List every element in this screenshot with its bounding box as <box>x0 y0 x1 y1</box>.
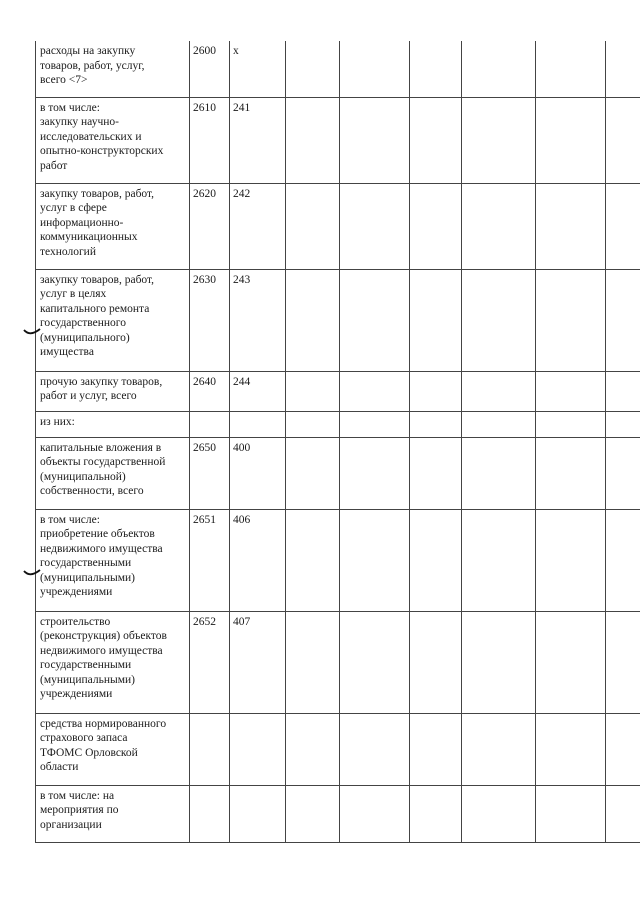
row-code: 2651 <box>190 509 230 611</box>
row-kbk <box>230 411 286 437</box>
value-cell <box>606 269 640 371</box>
value-cell <box>340 411 410 437</box>
value-cell <box>410 183 462 269</box>
table-row <box>36 411 640 437</box>
value-cell <box>462 41 536 97</box>
value-cell <box>410 611 462 713</box>
row-description: из них: <box>36 411 190 437</box>
table-row <box>36 269 640 371</box>
row-code: 2640 <box>190 371 230 411</box>
row-kbk <box>230 785 286 842</box>
row-kbk <box>230 713 286 785</box>
value-cell <box>410 509 462 611</box>
value-cell <box>410 785 462 842</box>
row-code: 2650 <box>190 437 230 509</box>
value-cell <box>536 411 606 437</box>
row-code <box>190 713 230 785</box>
value-cell <box>410 371 462 411</box>
value-cell <box>340 509 410 611</box>
row-description: в том числе: закупку научно- исследовательских и опытно-конструкторских работ <box>36 97 190 183</box>
value-cell <box>606 509 640 611</box>
value-cell <box>286 371 340 411</box>
value-cell <box>410 437 462 509</box>
value-cell <box>340 713 410 785</box>
value-cell <box>462 371 536 411</box>
value-cell <box>462 97 536 183</box>
row-code: 2652 <box>190 611 230 713</box>
value-cell <box>286 183 340 269</box>
row-kbk: х <box>230 41 286 97</box>
table-row <box>36 371 640 411</box>
value-cell <box>536 183 606 269</box>
value-cell <box>606 97 640 183</box>
value-cell <box>286 611 340 713</box>
value-cell <box>286 411 340 437</box>
row-kbk: 244 <box>230 371 286 411</box>
row-description: средства нормированного страхового запаса ТФОМС Орловской области <box>36 713 190 785</box>
row-kbk: 400 <box>230 437 286 509</box>
row-kbk: 241 <box>230 97 286 183</box>
value-cell <box>536 713 606 785</box>
value-cell <box>410 713 462 785</box>
table-row <box>36 437 640 509</box>
row-code: 2610 <box>190 97 230 183</box>
value-cell <box>606 713 640 785</box>
value-cell <box>410 41 462 97</box>
value-cell <box>286 785 340 842</box>
row-description: закупку товаров, работ, услуг в сфере информационно- коммуникационных технологий <box>36 183 190 269</box>
row-description: расходы на закупку товаров, работ, услуг, всего <7> <box>36 41 190 97</box>
row-code: 2600 <box>190 41 230 97</box>
value-cell <box>286 41 340 97</box>
value-cell <box>536 41 606 97</box>
table-row <box>36 509 640 611</box>
row-kbk: 406 <box>230 509 286 611</box>
value-cell <box>462 611 536 713</box>
value-cell <box>286 97 340 183</box>
value-cell <box>462 183 536 269</box>
row-kbk: 243 <box>230 269 286 371</box>
value-cell <box>462 411 536 437</box>
row-code <box>190 411 230 437</box>
value-cell <box>286 437 340 509</box>
table-row <box>36 41 640 97</box>
value-cell <box>286 713 340 785</box>
value-cell <box>410 269 462 371</box>
value-cell <box>606 371 640 411</box>
row-description: в том числе: на мероприятия по организации <box>36 785 190 842</box>
value-cell <box>462 437 536 509</box>
value-cell <box>462 509 536 611</box>
value-cell <box>536 371 606 411</box>
table-row <box>36 785 640 842</box>
budget-table <box>35 41 640 843</box>
value-cell <box>536 437 606 509</box>
value-cell <box>606 437 640 509</box>
value-cell <box>462 269 536 371</box>
value-cell <box>340 97 410 183</box>
row-code: 2630 <box>190 269 230 371</box>
table-row <box>36 97 640 183</box>
value-cell <box>340 269 410 371</box>
row-code <box>190 785 230 842</box>
value-cell <box>536 785 606 842</box>
row-description: капитальные вложения в объекты государственной (муниципальной) собственности, всего <box>36 437 190 509</box>
table-row <box>36 713 640 785</box>
row-description: строительство (реконструкция) объектов недвижимого имущества государственными (муниципальными) учреждениями <box>36 611 190 713</box>
row-kbk: 407 <box>230 611 286 713</box>
value-cell <box>340 41 410 97</box>
value-cell <box>340 611 410 713</box>
value-cell <box>606 411 640 437</box>
value-cell <box>462 785 536 842</box>
row-description: закупку товаров, работ, услуг в целях капитального ремонта государственного (муниципального) имущества <box>36 269 190 371</box>
value-cell <box>536 97 606 183</box>
value-cell <box>340 371 410 411</box>
value-cell <box>340 183 410 269</box>
row-description: прочую закупку товаров, работ и услуг, всего <box>36 371 190 411</box>
row-description: в том числе: приобретение объектов недвижимого имущества государственными (муниципальными) учреждениями <box>36 509 190 611</box>
value-cell <box>410 411 462 437</box>
value-cell <box>606 183 640 269</box>
value-cell <box>536 611 606 713</box>
row-kbk: 242 <box>230 183 286 269</box>
value-cell <box>606 611 640 713</box>
value-cell <box>286 269 340 371</box>
value-cell <box>536 509 606 611</box>
value-cell <box>340 437 410 509</box>
value-cell <box>462 713 536 785</box>
value-cell <box>536 269 606 371</box>
table-row <box>36 183 640 269</box>
value-cell <box>340 785 410 842</box>
value-cell <box>606 785 640 842</box>
value-cell <box>606 41 640 97</box>
value-cell <box>410 97 462 183</box>
row-code: 2620 <box>190 183 230 269</box>
table-row <box>36 611 640 713</box>
value-cell <box>286 509 340 611</box>
